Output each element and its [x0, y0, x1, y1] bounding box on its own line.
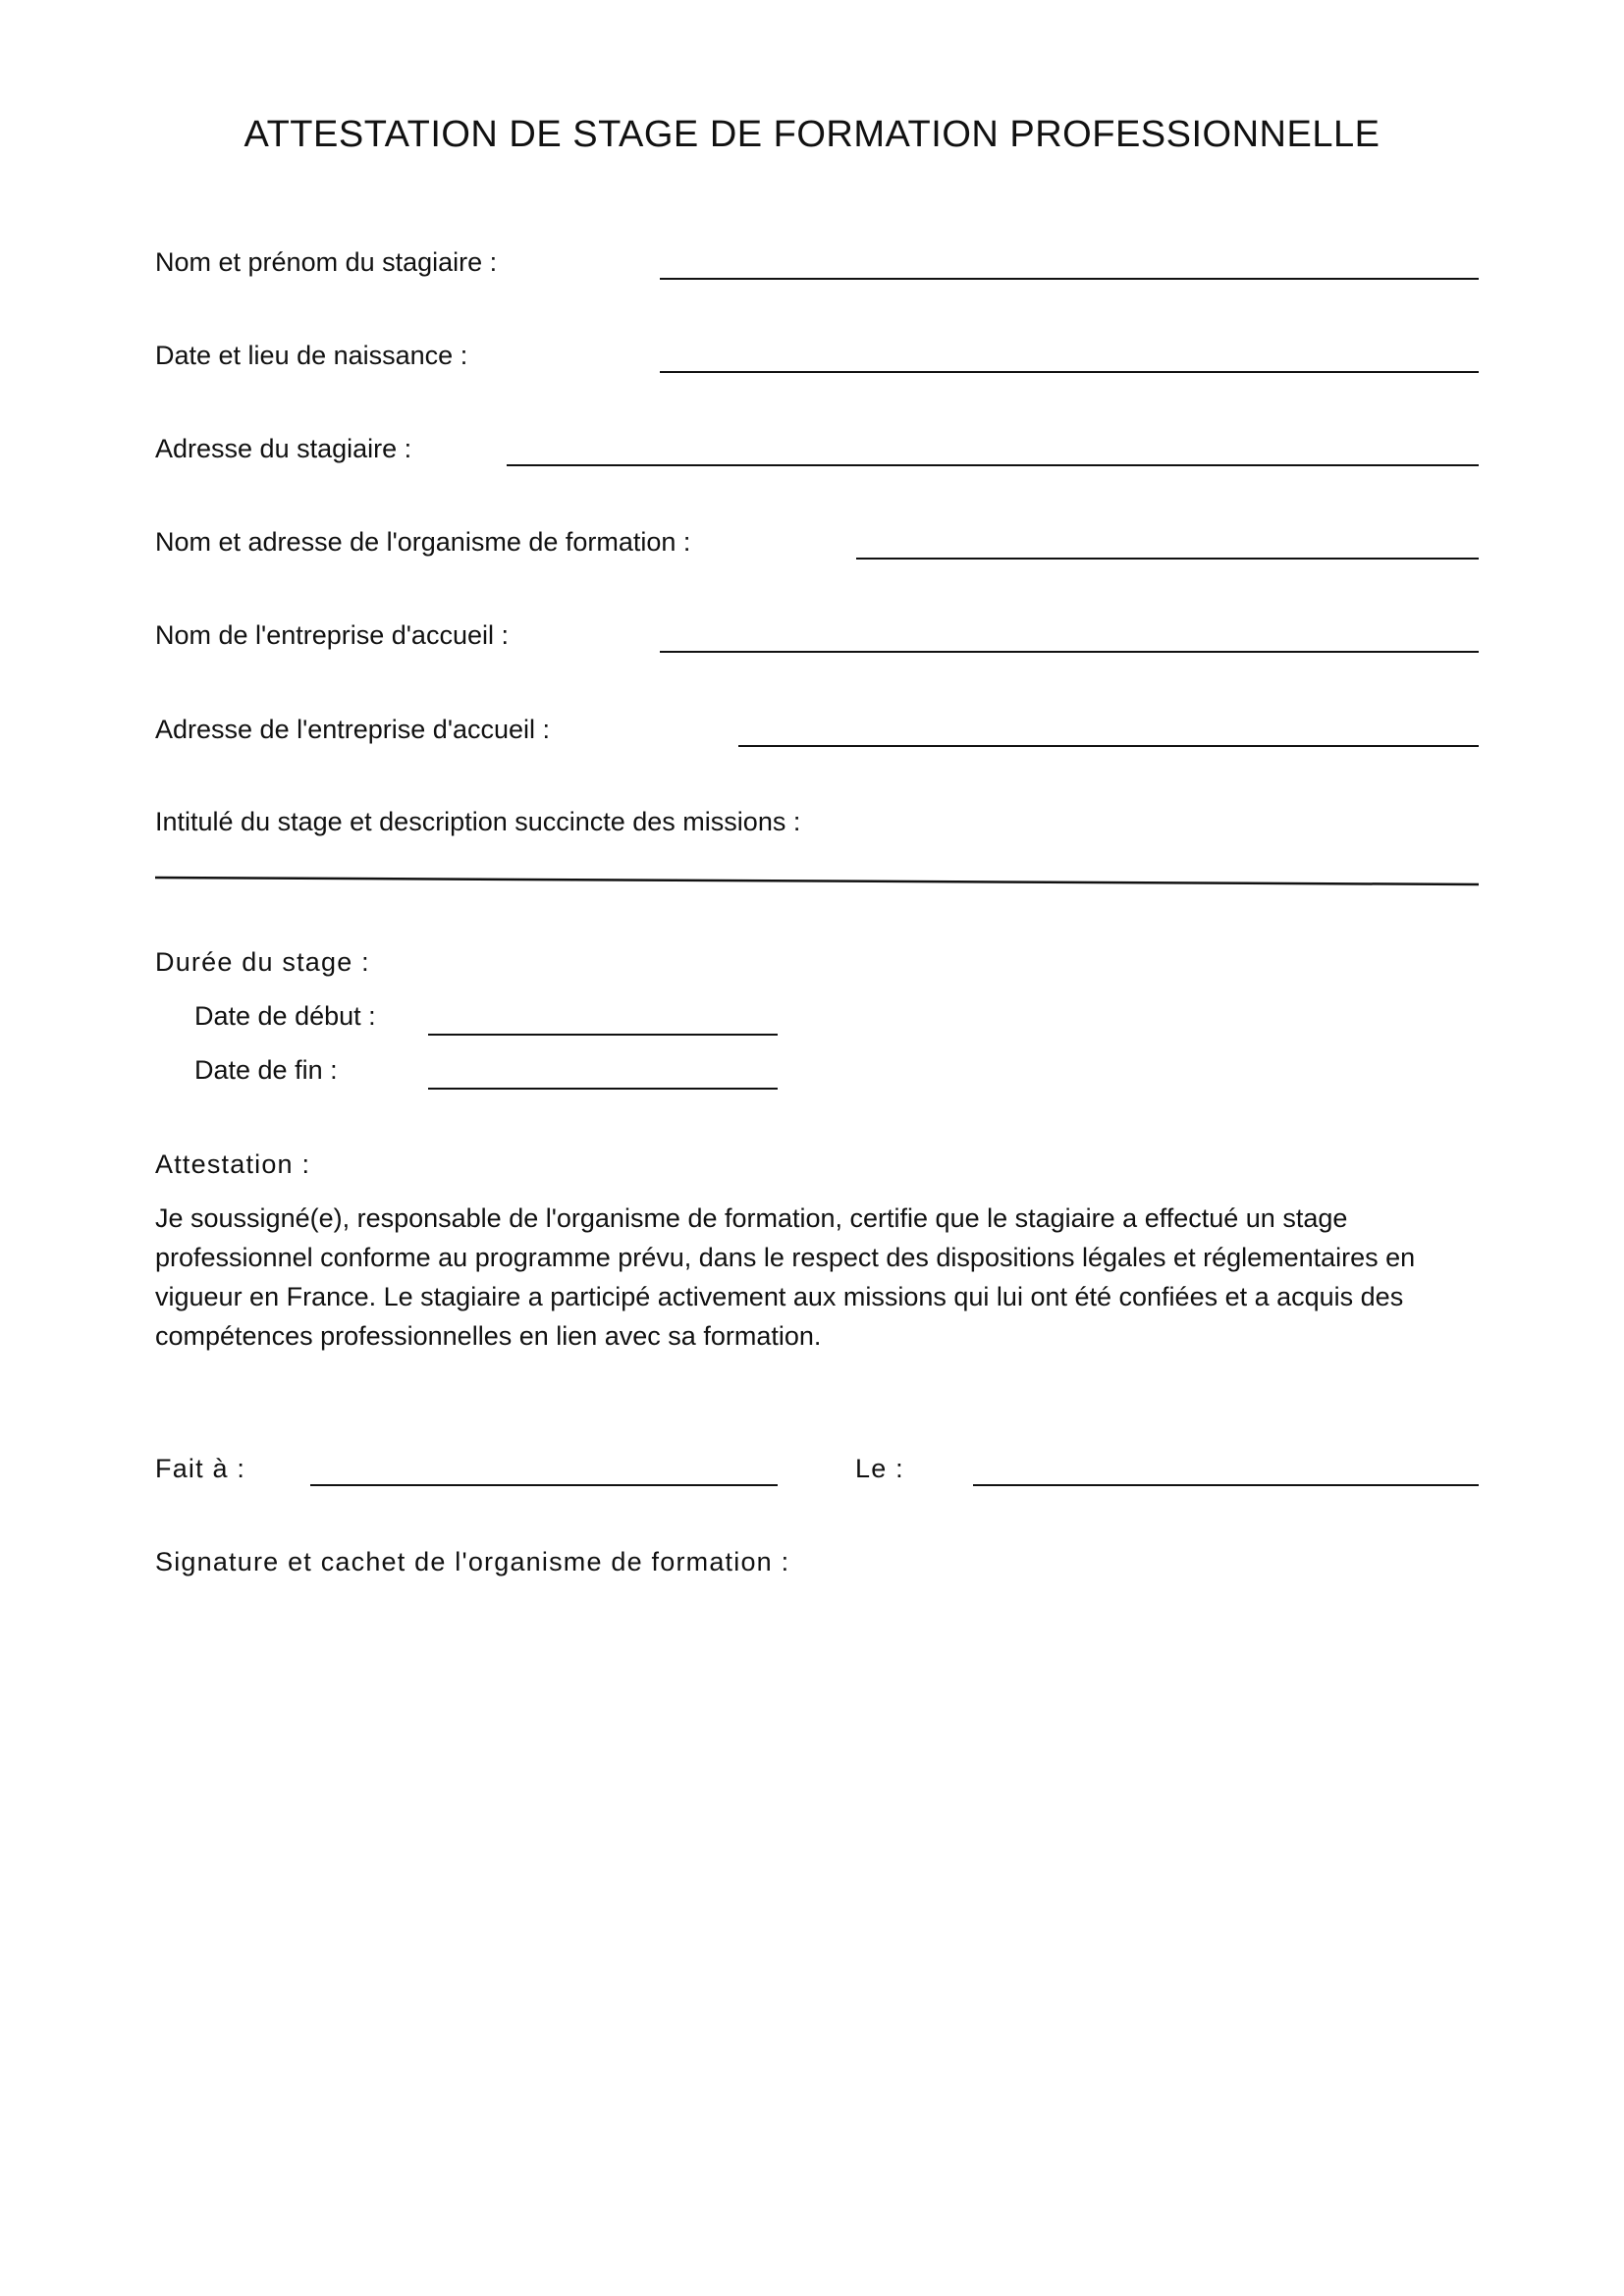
duree-heading: Durée du stage :: [155, 947, 370, 977]
attestation-heading: Attestation :: [155, 1149, 311, 1179]
date-fin-label: Date de fin :: [194, 1055, 338, 1085]
date-lieu-naissance-label: Date et lieu de naissance :: [155, 341, 468, 370]
organisme-label: Nom et adresse de l'organisme de formation :: [155, 527, 691, 557]
date-lieu-naissance-field[interactable]: [660, 371, 1479, 373]
le-label: Le :: [855, 1454, 904, 1483]
signature-cachet-label: Signature et cachet de l'organisme de formation :: [155, 1547, 790, 1576]
signature-area[interactable]: [155, 1600, 1479, 1993]
fait-a-field[interactable]: [310, 1484, 778, 1486]
nom-prenom-field[interactable]: [660, 278, 1479, 280]
organisme-field[interactable]: [856, 558, 1479, 560]
intitule-field[interactable]: [155, 874, 1481, 887]
entreprise-adresse-label: Adresse de l'entreprise d'accueil :: [155, 715, 551, 744]
nom-prenom-label: Nom et prénom du stagiaire :: [155, 247, 498, 277]
intitule-label: Intitulé du stage et description succincte des missions :: [155, 807, 801, 836]
entreprise-adresse-field[interactable]: [738, 745, 1479, 747]
attestation-text: Je soussigné(e), responsable de l'organisme de formation, certifie que le stagiaire a effectué un stage professionnel conforme au programme prévu, dans le respect des dispositions légales et réglementaires en vigueur en France. Le stagiaire a participé activement aux missions qui lui ont été confiées et a acquis des compétences professionnelles en lien avec sa formation.: [155, 1203, 1416, 1351]
document-title: ATTESTATION DE STAGE DE FORMATION PROFESSIONNELLE: [244, 114, 1380, 155]
adresse-stagiaire-label: Adresse du stagiaire :: [155, 434, 412, 463]
fait-a-label: Fait à :: [155, 1454, 246, 1483]
entreprise-nom-label: Nom de l'entreprise d'accueil :: [155, 620, 509, 650]
date-debut-field[interactable]: [428, 1034, 778, 1036]
date-fin-field[interactable]: [428, 1088, 778, 1090]
entreprise-nom-field[interactable]: [660, 651, 1479, 653]
date-debut-label: Date de début :: [194, 1001, 376, 1031]
le-field[interactable]: [973, 1484, 1479, 1486]
adresse-stagiaire-field[interactable]: [507, 464, 1479, 466]
